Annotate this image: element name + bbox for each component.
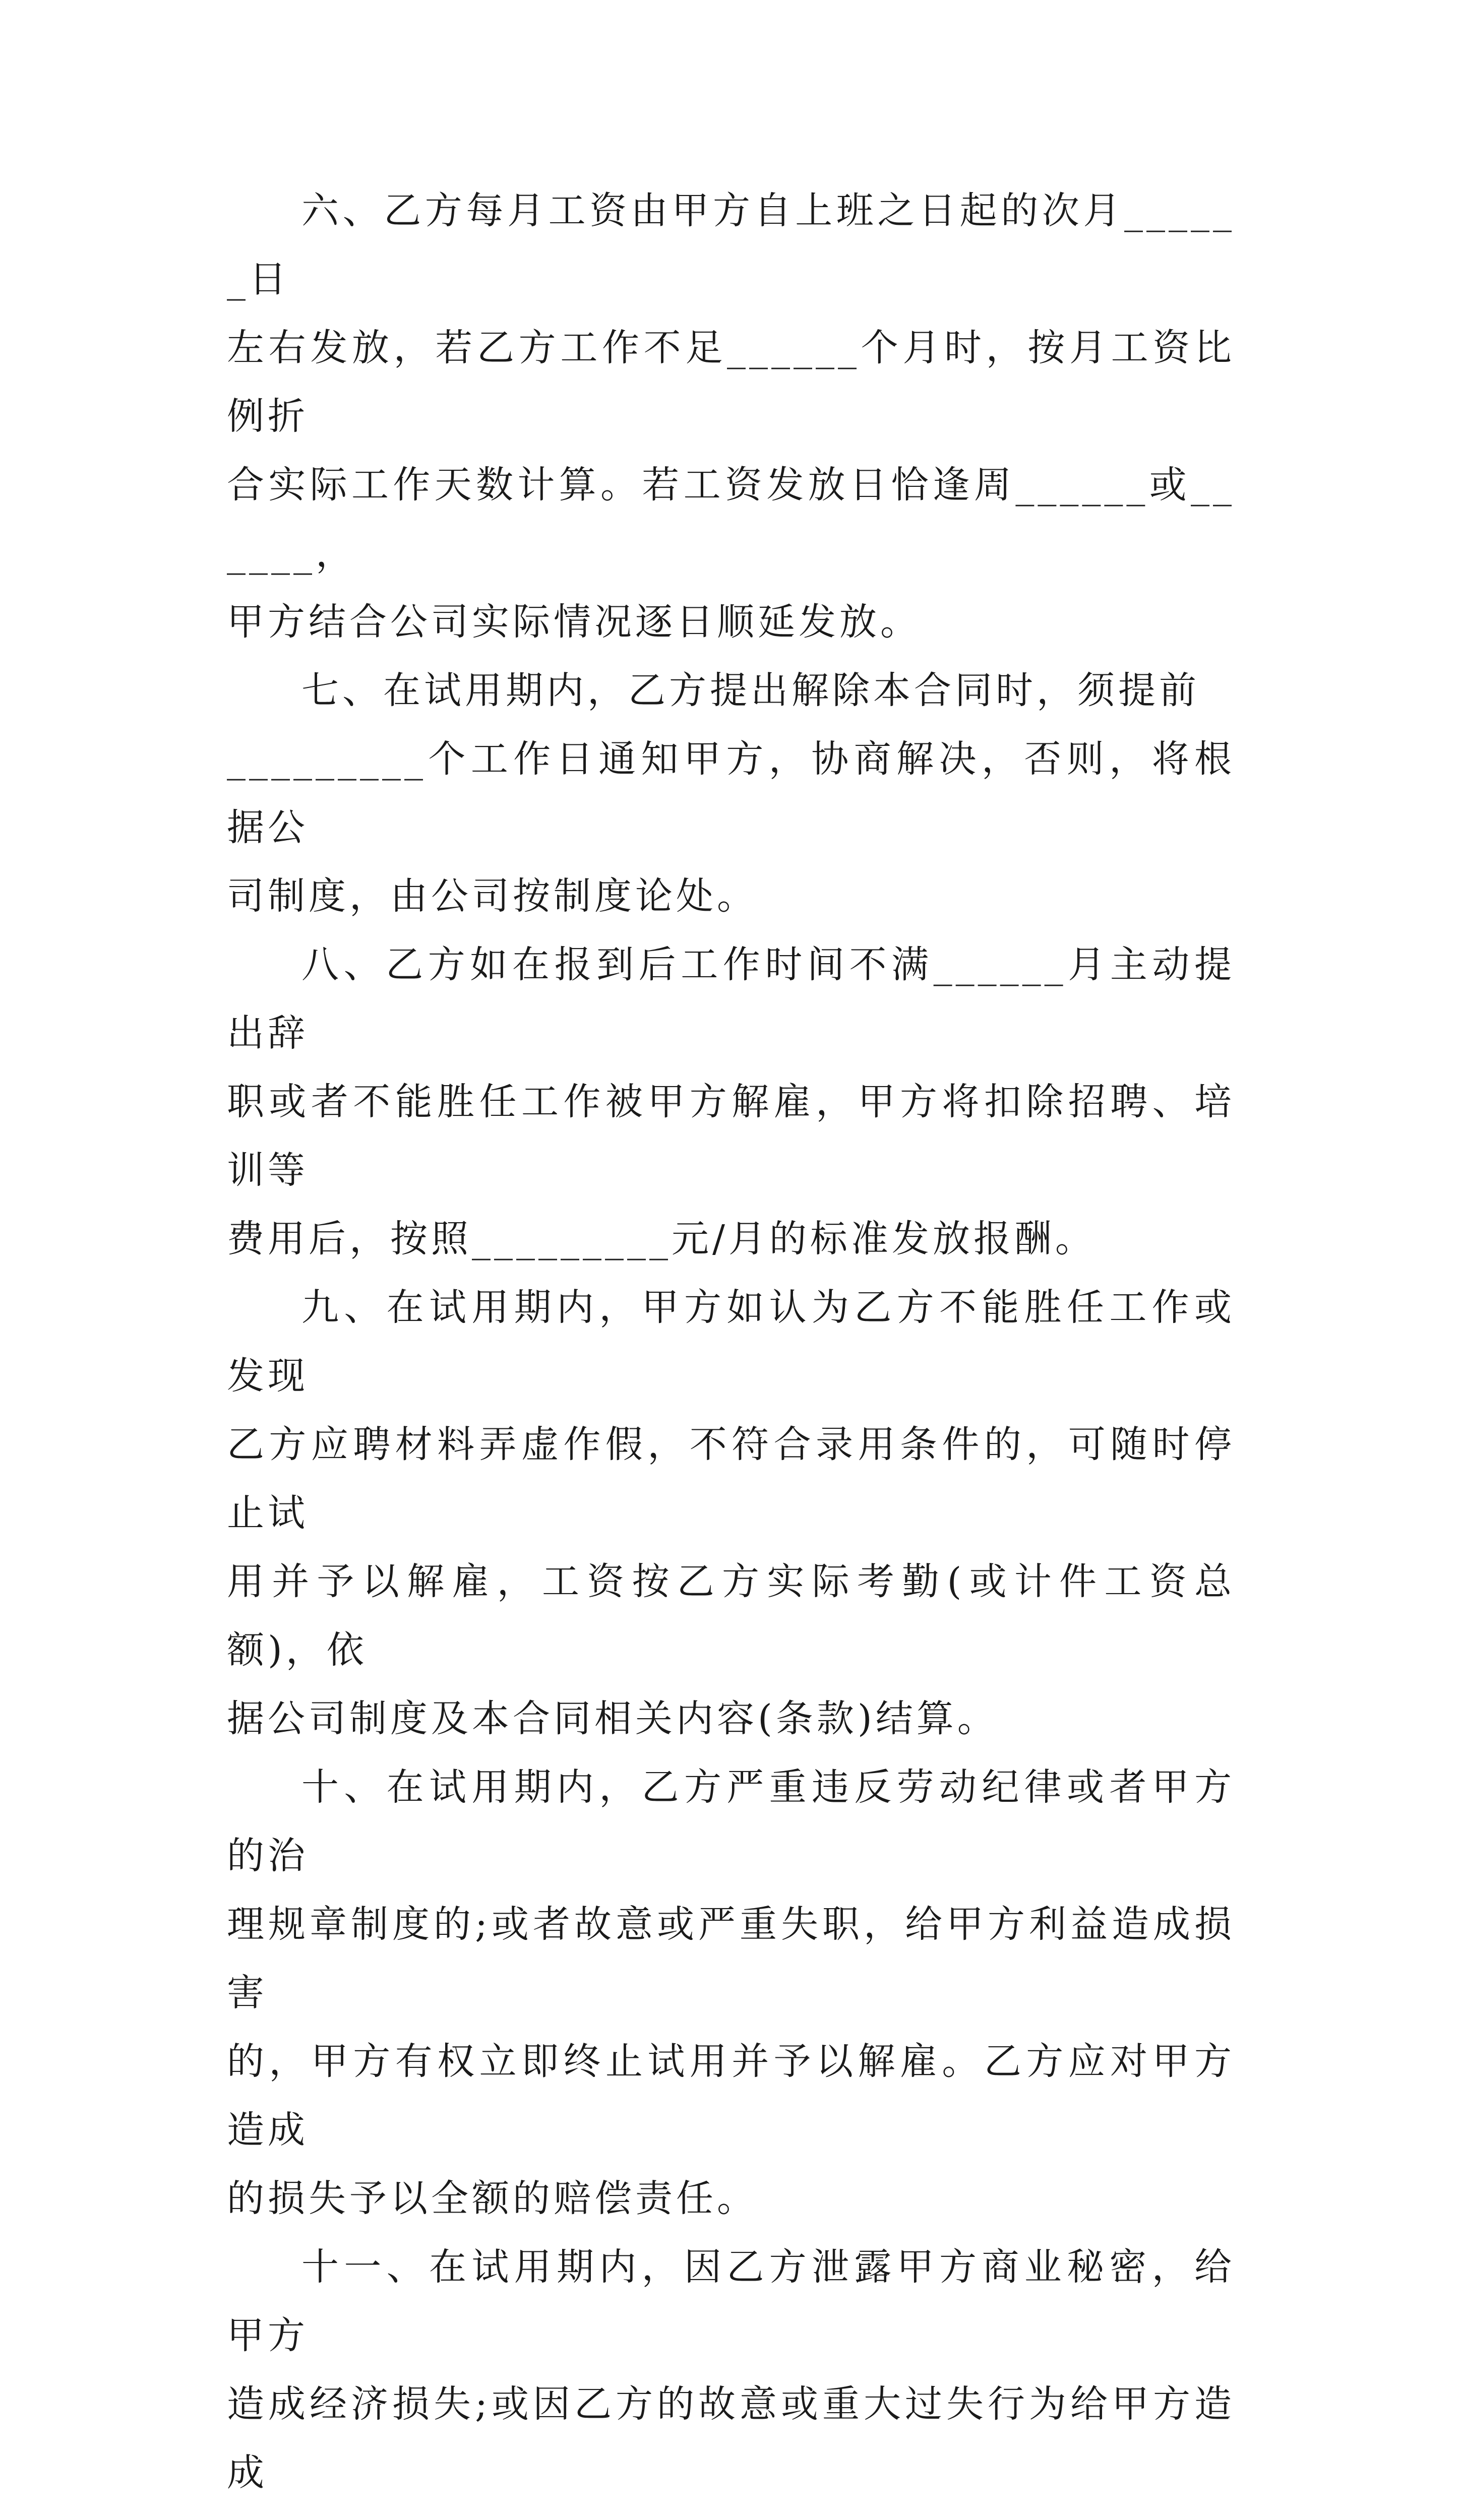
clause-10-line-4: 的损失予以全额的赔偿责任。 — [227, 2177, 758, 2220]
clause-7-line-1: 七、在试用期内，乙方提出解除本合同时，须提前 — [301, 669, 1200, 712]
clause-10 — [227, 1753, 1235, 2233]
clause-6 — [227, 176, 1235, 656]
clause-11-line-3 — [227, 2507, 1235, 2520]
clause-11 — [227, 2233, 1235, 2520]
clause-6-line-2: 左右发放，若乙方工作不足______个月时，按月工资比例折 — [227, 326, 1235, 438]
clause-9-line-2: 乙方应聘材料弄虚作假，不符合录用条件的，可随时停止试 — [227, 1423, 1235, 1535]
clause-6-line-3: 合实际工作天数计算。若工资发放日恰逢周______或______， — [227, 463, 1235, 575]
clause-9-line-3: 用并予以解雇，工资按乙方实际考勤(或计件工资总额)，依 — [227, 1560, 1235, 1672]
clause-10-line-2: 理规章制度的;或者故意或严重失职，给甲方利益造成损害 — [227, 1903, 1235, 2014]
clause-9-line-1: 九、在试用期内，甲方如认为乙方不能胜任工作或发现 — [227, 1286, 1235, 1398]
clause-6-line-1: 六、乙方每月工资由甲方自上班之日起的次月______日 — [227, 189, 1235, 301]
clause-10-line-3: 的，甲方有权立即终止试用并予以解雇。乙方应对甲方造成 — [227, 2040, 1235, 2152]
clause-8-line-2: 职或者不能胜任工作被甲方解雇，甲方将扣除招聘、培训等 — [227, 1080, 1235, 1192]
clause-11-line-1: 十一、在试用期内，因乙方泄露甲方商业秘密，给甲方 — [227, 2245, 1235, 2357]
clause-9 — [227, 1273, 1235, 1753]
clause-10-line-1: 十、在试用期内，乙方严重违反劳动纪律或者甲方的治 — [227, 1766, 1235, 1877]
clause-7-line-3: 司制度，由公司按制度论处。 — [227, 874, 758, 918]
document-page — [227, 176, 1235, 2520]
clause-9-line-4: 据公司制度及本合同相关内容(条款)结算。 — [227, 1697, 998, 1740]
clause-7 — [227, 656, 1235, 930]
clause-8 — [227, 930, 1235, 1273]
clause-8-line-3: 费用后，按照_________元/月的标准发放报酬。 — [227, 1217, 1096, 1261]
clause-7-line-2: _________个工作日通知甲方，协商解决，否则，将根据公 — [227, 737, 1235, 849]
clause-8-line-1: 八、乙方如在报到后工作时间不满______月主动提出辞 — [227, 943, 1235, 1055]
clause-11-line-2: 造成经济损失;或因乙方的故意或重大过失行为给甲方造成 — [227, 2382, 1235, 2494]
clause-6-line-4: 甲方结合公司实际情况逐日顺延发放。 — [227, 600, 921, 644]
